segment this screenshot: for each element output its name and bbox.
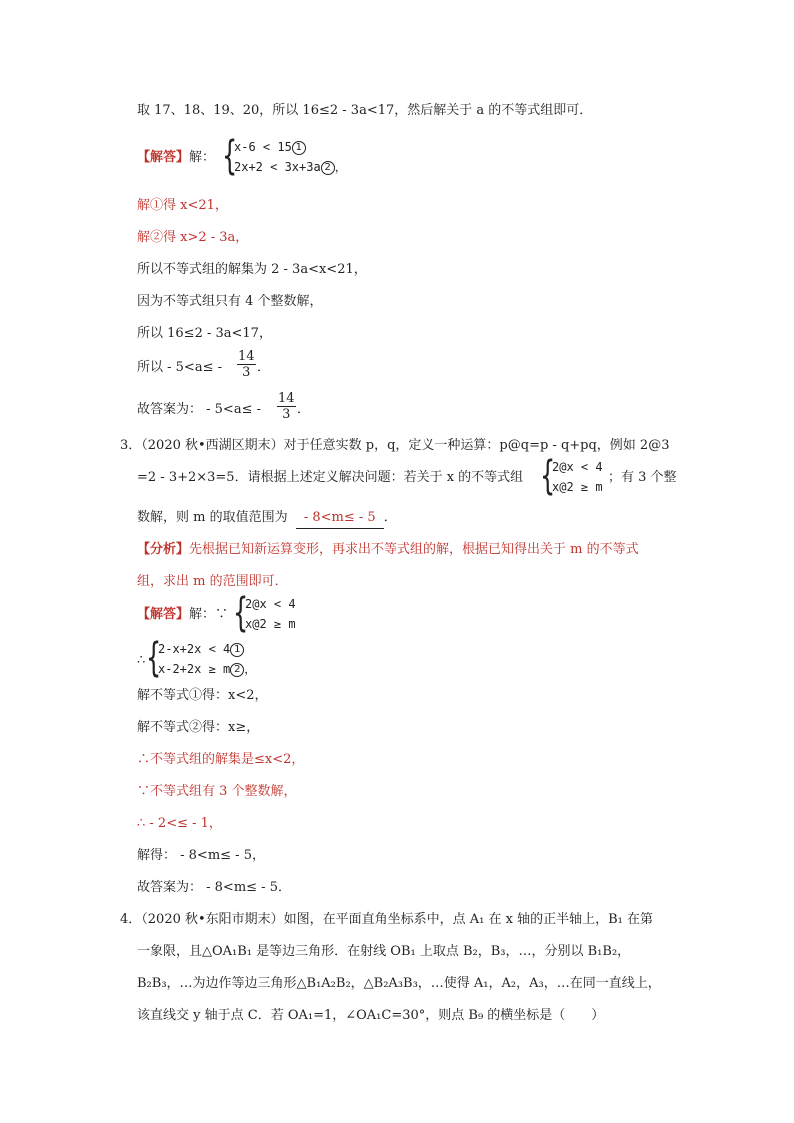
p3-step-7: 故答案为： - 8<m≤ - 5． [137, 880, 291, 895]
p3-system2-row-1: 2@x < 4 [245, 597, 296, 611]
p3-system3-row-1: 2-x+2x < 4 1 [158, 639, 256, 659]
p3-step-2: 解不等式②得：x≥， [137, 720, 260, 735]
p4-statement-line-3: B₂B₃，…为边作等边三角形△B₁A₂B₂，△B₂A₃B₃，…使得 A₁，A₂，A₃，…在同一直线上， [137, 976, 661, 991]
p3-step-1: 解不等式①得：x<2， [137, 688, 268, 703]
p3-therefore: ∴ [137, 653, 146, 668]
p2-answer-label [137, 148, 215, 168]
p3-system3-brace: { [146, 635, 162, 681]
p3-step-5: ∴ - 2<≤ - 1， [137, 816, 222, 831]
p3-statement-line-2: =2 - 3+2×3=5．请根据上述定义解决问题：若关于 x 的不等式组 [137, 470, 524, 485]
p4-statement-line-4: 该直线交 y 轴于点 C．若 OA₁=1，∠OA₁C=30°，则点 B₉ 的横坐标是（ ） [137, 1008, 605, 1023]
p3-analysis-line-2: 组，求出 m 的范围即可． [137, 574, 288, 589]
p3-step-6: 解得： - 8<m≤ - 5， [137, 848, 265, 863]
p3-step-4: ∵不等式组有 3 个整数解， [137, 784, 297, 799]
p3-jieda-tag: 【解答】 [137, 607, 190, 622]
p3-system-row-2: x@2 ≥ m [552, 480, 603, 494]
p2-system-row-1: x-6 < 15 1 [234, 137, 347, 157]
p2-inequality-system [234, 137, 347, 177]
p3-statement-line-3: 数解，则 m 的取值范围为 - 8<m≤ - 5 ． [137, 508, 397, 529]
p3-answer-label: 【解答】解：∵ [137, 607, 229, 622]
p2-line-3: 所以不等式组的解集为 2 - 3a<x<21， [137, 262, 367, 277]
circle-number-icon: 1 [292, 141, 306, 155]
p3-system2-row-2: x@2 ≥ m [245, 617, 296, 631]
p2-line-4: 因为不等式组只有 4 个整数解， [137, 294, 323, 309]
p3-system-row-1: 2@x < 4 [552, 460, 603, 474]
p3-inequality-system [552, 457, 603, 497]
p2-system-brace: { [222, 133, 238, 179]
p2-line-7-end: ． [297, 402, 311, 417]
p3-analysis-tag: 【分析】 [137, 542, 190, 557]
p2-jieda-word: 解： [189, 150, 216, 165]
p2-line-5: 所以 16≤2 - 3a<17， [137, 326, 272, 341]
circle-number-icon: 1 [230, 643, 244, 657]
p2-jieda-tag: 【解答】 [137, 150, 190, 165]
p3-statement-line-2-end: ；有 3 个整 [608, 470, 677, 485]
p2-line-7: 故答案为： - 5<a≤ - [137, 402, 261, 417]
p2-fraction-1: $\frac{14}{3}$ [238, 349, 255, 380]
p2-line-6-end: ． [257, 360, 271, 375]
circle-number-icon: 2 [230, 663, 244, 677]
p4-statement-line-2: 一象限，且△OA₁B₁ 是等边三角形．在射线 OB₁ 上取点 B₂，B₃，…，分别以 B₁B₂， [137, 944, 631, 959]
p4-statement-line-1: 4．（2020 秋•东阳市期末）如图，在平面直角坐标系中，点 A₁ 在 x 轴的正半轴上，B₁ 在第 [120, 912, 654, 927]
p2-line-2: 解②得 x>2 - 3a， [137, 230, 249, 245]
p3-statement-line-1: 3．（2020 秋•西湖区期末）对于任意实数 p，q，定义一种运算：p@q=p - q+pq，例如 2@3 [120, 438, 670, 453]
p2-line-1: 解①得 x<21， [137, 198, 228, 213]
p3-system-brace: { [540, 453, 556, 499]
p2-fraction-2: $\frac{14}{3}$ [278, 391, 295, 422]
p2-line-6: 所以 - 5<a≤ - [137, 360, 222, 375]
p3-answer-blank: - 8<m≤ - 5 [296, 508, 384, 529]
p3-system2-brace: { [233, 590, 249, 636]
p3-system3-row-2: x-2+2x ≥ m 2 ， [158, 662, 257, 676]
intro-line: 取 17、18、19、20，所以 16≤2 - 3a<17，然后解关于 a 的不等式组即可． [137, 103, 593, 118]
p3-analysis-line-1: 【分析】先根据已知新运算变形，再求出不等式组的解，根据已知得出关于 m 的不等式 [137, 542, 639, 557]
p3-inequality-system-2 [245, 594, 296, 634]
p3-step-3: ∴不等式组的解集是≤x<2， [137, 752, 305, 767]
circle-number-icon: 2 [321, 161, 335, 175]
p3-inequality-system-3 [158, 639, 256, 679]
p2-system-row-2: 2x+2 < 3x+3a 2 ， [234, 160, 347, 174]
